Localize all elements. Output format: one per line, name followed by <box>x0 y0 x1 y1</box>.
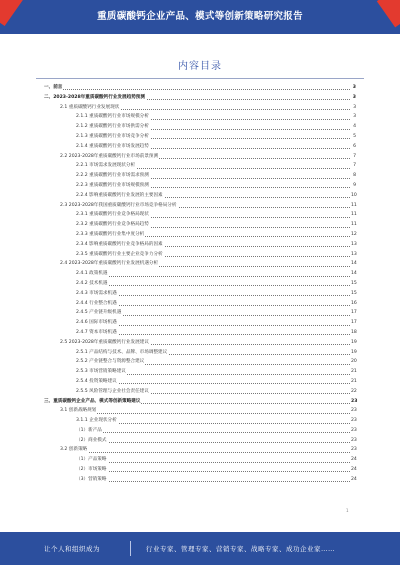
toc-entry-title: 2.3.3 重质碳酸钙行业集中度分析 <box>76 230 145 240</box>
toc-entry-page: 22 <box>351 387 356 397</box>
toc-entry-page: 15 <box>351 279 356 289</box>
toc-entry-page: 8 <box>351 171 356 181</box>
toc-entry[interactable] <box>44 387 356 397</box>
toc-entry[interactable] <box>44 230 356 240</box>
toc-entry[interactable] <box>44 122 356 132</box>
toc-entry-page: 7 <box>351 152 356 162</box>
toc-entry-title: 3.1.1 企业现状分析 <box>76 416 118 426</box>
toc-entry-page: 24 <box>351 455 356 465</box>
toc-entry-page: 15 <box>351 289 356 299</box>
toc-entry-title: 2.5.4 投资策略建议 <box>76 377 118 387</box>
toc-entry[interactable] <box>44 455 356 465</box>
toc-entry-title: 2.5.1 产品结构与技术、品牌、市场调整建议 <box>76 348 168 358</box>
toc-entry[interactable] <box>44 318 356 328</box>
toc-entry-page: 5 <box>351 132 356 142</box>
page-header <box>0 0 400 34</box>
toc-entry[interactable] <box>44 142 356 152</box>
toc-entry-title: 3.2 创新策略 <box>60 445 88 455</box>
toc-entry-title: 2.5.3 市场营销策略建议 <box>76 367 127 377</box>
toc-entry-page: 23 <box>351 445 356 455</box>
toc-entry[interactable] <box>44 308 356 318</box>
toc-entry-title: 2.1.4 重质碳酸钙行业市场发展趋势 <box>76 142 150 152</box>
toc-entry-page: 24 <box>351 465 356 475</box>
toc-entry-page: 6 <box>351 142 356 152</box>
toc-divider <box>36 78 364 79</box>
toc-entry[interactable] <box>44 269 356 279</box>
toc-entry[interactable] <box>44 416 356 426</box>
toc-entry-page: 23 <box>351 426 356 436</box>
toc-entry-title: 2.1 重质碳酸钙行业发展现状 <box>60 103 120 113</box>
toc-entry-page: 4 <box>351 122 356 132</box>
toc-entry-title: 2.5.5 风险管理与企业社会责任建议 <box>76 387 150 397</box>
toc-entry-title: 2.3.1 重质碳酸钙行业竞争格局现状 <box>76 210 150 220</box>
toc-entry-page: 3 <box>351 93 356 103</box>
toc-entry-page: 9 <box>351 181 356 191</box>
toc-entry-title: 2.3.5 重质碳酸钙行业主要企业竞争力分析 <box>76 250 164 260</box>
toc-entry-page: 14 <box>351 259 356 269</box>
toc-entry[interactable] <box>44 397 356 407</box>
toc-entry[interactable] <box>44 83 356 93</box>
toc-entry-page: 17 <box>351 308 356 318</box>
toc-leader <box>76 442 350 443</box>
toc-entry-page: 23 <box>351 436 356 446</box>
toc-entry[interactable] <box>44 445 356 455</box>
toc-entry[interactable] <box>44 181 356 191</box>
toc-entry[interactable] <box>44 426 356 436</box>
toc-entry-title: （2）商业模式 <box>76 436 108 446</box>
toc-entry-page: 19 <box>351 338 356 348</box>
toc-entry-page: 7 <box>351 161 356 171</box>
toc-leader <box>60 413 350 414</box>
toc-leader <box>76 481 350 482</box>
toc-entry[interactable] <box>44 240 356 250</box>
toc-entry-title: 2.4.2 技术机遇 <box>76 279 109 289</box>
toc-entry[interactable] <box>44 103 356 113</box>
toc-entry[interactable] <box>44 93 356 103</box>
toc-entry-page: 11 <box>351 210 356 220</box>
toc-entry[interactable] <box>44 259 356 269</box>
toc-entry-title: （1）产品策略 <box>76 455 108 465</box>
footer-slogan: 让个人和组织成为 <box>44 545 100 553</box>
toc-entry-page: 3 <box>351 103 356 113</box>
toc-entry[interactable] <box>44 191 356 201</box>
toc-entry-page: 12 <box>351 230 356 240</box>
toc-leader <box>76 285 350 286</box>
toc-entry-title: 3.1 创新战略规划 <box>60 406 97 416</box>
toc-entry[interactable] <box>44 338 356 348</box>
toc-entry[interactable] <box>44 377 356 387</box>
table-of-contents <box>44 83 356 485</box>
toc-entry-page: 19 <box>351 348 356 358</box>
toc-entry-page: 11 <box>351 201 356 211</box>
toc-entry-title: 2.5.2 产业链整合与资源整合建议 <box>76 357 145 367</box>
toc-entry-title: 2.4.3 市场需求机遇 <box>76 289 118 299</box>
toc-entry[interactable] <box>44 328 356 338</box>
toc-entry[interactable] <box>44 357 356 367</box>
toc-leader <box>76 276 350 277</box>
toc-entry-title: 2.2.3 重质碳酸钙行业市场规模预测 <box>76 181 150 191</box>
toc-entry[interactable] <box>44 299 356 309</box>
page-footer <box>0 532 400 565</box>
toc-entry-title: 2.2.2 重质碳酸钙行业市场需求预测 <box>76 171 150 181</box>
toc-entry-title: （1）新产品 <box>76 426 103 436</box>
toc-entry-title: 2.3.2 重质碳酸钙行业竞争格局趋势 <box>76 220 150 230</box>
toc-entry[interactable] <box>44 475 356 485</box>
toc-entry-page: 16 <box>351 299 356 309</box>
toc-entry-page: 14 <box>351 269 356 279</box>
toc-entry-title: 2.2 2023-2028年重质碳酸钙行业市场前景预测 <box>60 152 159 162</box>
toc-entry-title: 2.4.1 政策机遇 <box>76 269 109 279</box>
toc-entry-title: 2.2.4 影响重质碳酸钙行业发展的主要因素 <box>76 191 164 201</box>
toc-entry-page: 23 <box>351 406 356 416</box>
toc-entry-title: （3）营销策略 <box>76 475 108 485</box>
toc-entry[interactable] <box>44 348 356 358</box>
toc-entry-title: 2.4.6 国际市场机遇 <box>76 318 118 328</box>
toc-entry-page: 23 <box>351 416 356 426</box>
toc-entry[interactable] <box>44 436 356 446</box>
toc-entry-title: 2.4.5 产业链升级机遇 <box>76 308 122 318</box>
toc-entry-page: 10 <box>351 191 356 201</box>
toc-entry-title: 一、前言 <box>44 83 63 93</box>
toc-entry-page: 21 <box>351 377 356 387</box>
toc-entry[interactable] <box>44 289 356 299</box>
toc-entry-title: 2.4 2023-2028年重质碳酸钙行业发展机遇分析 <box>60 259 159 269</box>
toc-entry[interactable] <box>44 152 356 162</box>
toc-entry-page: 23 <box>351 397 356 407</box>
toc-entry-page: 18 <box>351 328 356 338</box>
toc-entry[interactable] <box>44 220 356 230</box>
toc-entry-title: 2.4.4 行业整合机遇 <box>76 299 118 309</box>
footer-tagline: 行业专家、管理专家、营销专家、战略专家、成功企业家…… <box>146 545 335 553</box>
toc-entry-page: 3 <box>351 112 356 122</box>
toc-entry-page: 20 <box>351 357 356 367</box>
toc-entry[interactable] <box>44 132 356 142</box>
toc-entry-page: 21 <box>351 367 356 377</box>
toc-leader <box>44 89 350 90</box>
toc-entry[interactable] <box>44 406 356 416</box>
toc-entry-page: 3 <box>351 83 356 93</box>
toc-entry-title: （2）市场策略 <box>76 465 108 475</box>
toc-entry-title: 2.1.1 重质碳酸钙行业市场规模分析 <box>76 112 150 122</box>
toc-entry[interactable] <box>44 161 356 171</box>
toc-leader <box>76 432 350 433</box>
toc-entry-title: 2.3 2023-2028年我国重质碳酸钙行业市场竞争格局分析 <box>60 201 178 211</box>
toc-entry-page: 24 <box>351 475 356 485</box>
footer-divider <box>130 541 131 556</box>
toc-entry-title: 三、重质碳酸钙企业产品、模式等创新策略建议 <box>44 397 141 407</box>
toc-entry[interactable] <box>44 171 356 181</box>
toc-entry[interactable] <box>44 465 356 475</box>
toc-entry[interactable] <box>44 201 356 211</box>
toc-entry-title: 2.4.7 资本市场机遇 <box>76 328 118 338</box>
toc-leader <box>76 462 350 463</box>
toc-entry-title: 2.5 2023-2028年重质碳酸钙行业发展建议 <box>60 338 150 348</box>
page-number: 1 <box>346 508 349 513</box>
toc-entry-title: 2.1.3 重质碳酸钙行业市场竞争分析 <box>76 132 150 142</box>
toc-entry[interactable] <box>44 367 356 377</box>
toc-entry-title: 2.2.1 市场需求发展现状分析 <box>76 161 136 171</box>
toc-entry-page: 13 <box>351 250 356 260</box>
toc-entry-title: 2.1.2 重质碳酸钙行业市场供需分析 <box>76 122 150 132</box>
toc-leader <box>60 452 350 453</box>
toc-entry[interactable] <box>44 210 356 220</box>
toc-entry-page: 17 <box>351 318 356 328</box>
toc-leader <box>76 471 350 472</box>
toc-entry-title: 二、2023-2028年重质碳酸钙行业发展趋势预测 <box>44 93 146 103</box>
toc-entry-page: 11 <box>351 220 356 230</box>
toc-entry-page: 13 <box>351 240 356 250</box>
toc-heading: 内容目录 <box>178 61 222 72</box>
report-title: 重质碳酸钙企业产品、模式等创新策略研究报告 <box>97 11 303 22</box>
toc-entry-title: 2.3.4 影响重质碳酸钙行业竞争格局的因素 <box>76 240 164 250</box>
toc-entry[interactable] <box>44 279 356 289</box>
toc-entry[interactable] <box>44 112 356 122</box>
toc-entry[interactable] <box>44 250 356 260</box>
